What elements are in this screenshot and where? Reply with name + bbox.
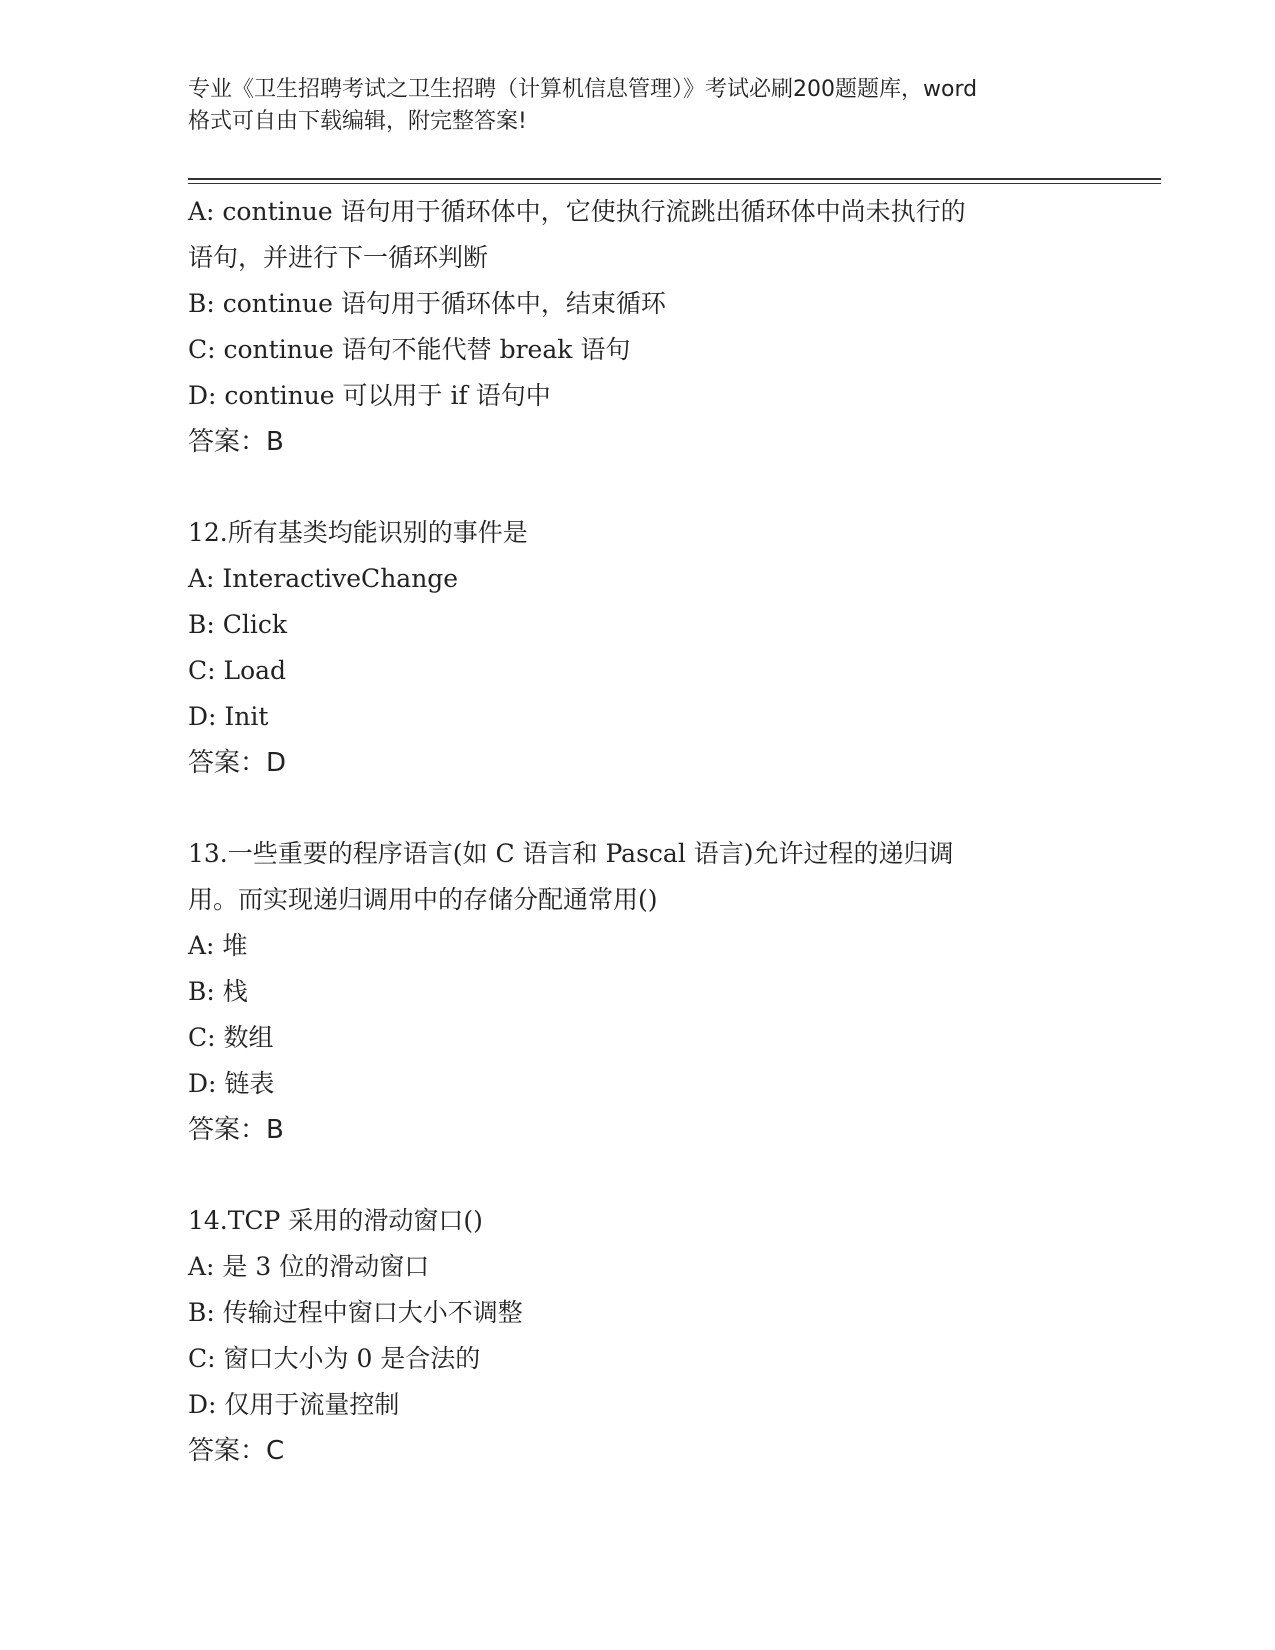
question-14 <box>188 1198 1088 1474</box>
question-11 <box>188 189 1088 465</box>
header-divider-thick <box>188 178 1161 180</box>
question-13 <box>188 831 1088 1153</box>
answer: 答案：B <box>188 1115 284 1145</box>
header-line-2: 格式可自由下载编辑，附完整答案! <box>188 109 527 134</box>
question-text: 14.TCP 采用的滑动窗口() <box>188 1206 483 1235</box>
option-d: D: continue 可以用于 if 语句中 <box>188 381 551 410</box>
answer: 答案：D <box>188 748 287 778</box>
option-a: A: 是 3 位的滑动窗口 <box>188 1252 430 1281</box>
answer: 答案：B <box>188 427 284 457</box>
option-c: C: 窗口大小为 0 是合法的 <box>188 1344 481 1373</box>
option-b: B: continue 语句用于循环体中，结束循环 <box>188 289 666 318</box>
question-12 <box>188 510 1088 786</box>
option-c: C: continue 语句不能代替 break 语句 <box>188 335 631 364</box>
option-a: A: 堆 <box>188 931 248 960</box>
option-a-line-1: A: continue 语句用于循环体中，它使执行流跳出循环体中尚未执行的 <box>188 197 966 226</box>
option-c: C: Load <box>188 656 287 685</box>
header-line-1: 专业《卫生招聘考试之卫生招聘（计算机信息管理）》考试必刷200题题库，word <box>188 77 978 102</box>
option-d: D: Init <box>188 702 269 731</box>
option-c: C: 数组 <box>188 1023 274 1052</box>
question-text: 12.所有基类均能识别的事件是 <box>188 518 528 547</box>
option-a-line-2: 语句，并进行下一循环判断 <box>188 243 489 272</box>
option-b: B: Click <box>188 610 288 639</box>
spacer <box>188 1153 1088 1198</box>
header-divider-thin <box>188 183 1161 184</box>
option-d: D: 链表 <box>188 1069 275 1098</box>
option-b: B: 栈 <box>188 977 248 1006</box>
spacer <box>188 786 1088 831</box>
option-d: D: 仅用于流量控制 <box>188 1390 400 1419</box>
option-a: A: InteractiveChange <box>188 564 459 593</box>
question-text-line-2: 用。而实现递归调用中的存储分配通常用() <box>188 885 658 914</box>
question-text-line-1: 13.一些重要的程序语言(如 C 语言和 Pascal 语言)允许过程的递归调 <box>188 839 954 868</box>
spacer <box>188 465 1088 510</box>
question-list <box>188 189 1088 1474</box>
document-header <box>188 74 1108 138</box>
option-b: B: 传输过程中窗口大小不调整 <box>188 1298 523 1327</box>
answer: 答案：C <box>188 1436 285 1466</box>
